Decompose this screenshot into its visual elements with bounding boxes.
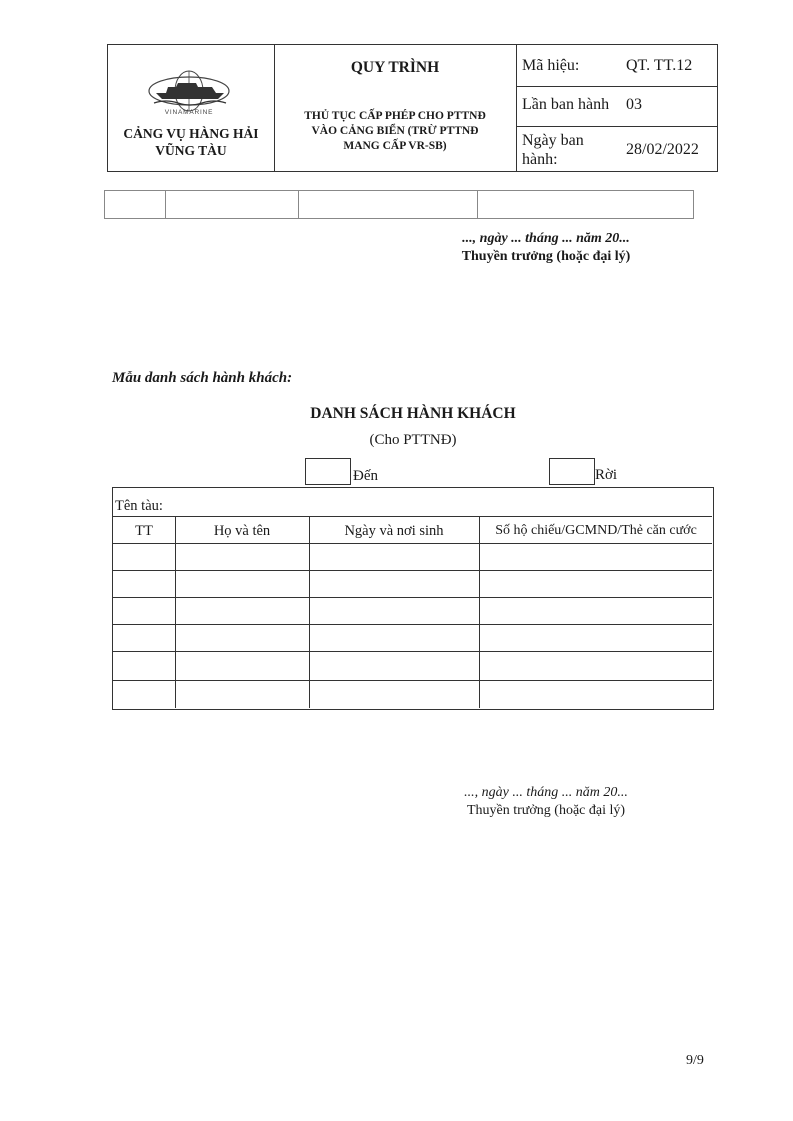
previous-table-remnant [104,190,694,219]
form-subtitle: (Cho PTTNĐ) [369,432,457,448]
depart-label: Rời [595,467,618,483]
subtitle-line1: THỦ TỤC CẤP PHÉP CHO PTTNĐ [304,110,486,122]
vinamarine-logo-icon [146,67,232,115]
header-id-number: Số hộ chiếu/GCMND/Thẻ căn cước [495,523,697,538]
signature-top-date: ..., ngày ... tháng ... năm 20... [462,231,630,246]
org-name-line2: VŨNG TÀU [155,143,227,158]
subtitle-line2: VÀO CẢNG BIỂN (TRỪ PTTNĐ [311,125,479,137]
depart-checkbox[interactable] [549,458,595,485]
code-label: Mã hiệu: [522,57,580,74]
subtitle-line3: MANG CẤP VR-SB) [343,140,447,152]
org-name-line1: CẢNG VỤ HÀNG HẢI [123,126,259,141]
signature-block-top [440,230,652,266]
header-tt: TT [135,523,153,539]
table-row [113,570,712,598]
form-intro: Mẫu danh sách hành khách: [112,370,293,386]
issue-label: Lần ban hành [522,96,610,113]
remnant-divider [298,191,299,218]
date-row [516,127,717,171]
table-row [113,597,712,625]
code-row [516,45,717,87]
signature-top-signer: Thuyền trưởng (hoặc đại lý) [461,249,631,264]
table-row [113,624,712,652]
document-header [107,44,718,172]
code-value: QT. TT.12 [626,57,693,74]
table-row [113,651,712,681]
meta-cell [516,45,717,171]
date-label-line1: Ngày ban [522,132,584,149]
signature-bottom-date: ..., ngày ... tháng ... năm 20... [464,785,628,800]
passenger-table [112,487,714,710]
org-cell [108,45,275,171]
logo-text: VINAMARINE [164,109,214,115]
arrive-label: Đến [353,468,378,484]
date-value: 28/02/2022 [626,141,699,158]
issue-row [516,86,717,127]
remnant-divider [477,191,478,218]
date-label [522,131,584,169]
table-row [113,543,712,571]
signature-block-bottom [440,784,652,820]
doc-type: QUY TRÌNH [350,59,440,76]
date-label-line2: hành: [522,151,558,168]
page-number: 9/9 [686,1053,704,1068]
header-name: Họ và tên [213,523,271,539]
ship-name-row [113,488,712,517]
title-cell [274,45,517,171]
arrive-checkbox[interactable] [305,458,351,485]
header-birth: Ngày và nơi sinh [344,523,444,539]
doc-subtitle [284,109,506,154]
ship-name-label: Tên tàu: [115,498,163,514]
issue-value: 03 [626,96,642,113]
signature-bottom-signer: Thuyền trưởng (hoặc đại lý) [466,803,626,818]
remnant-divider [165,191,166,218]
form-title: DANH SÁCH HÀNH KHÁCH [310,405,516,422]
column-divider [175,516,176,708]
column-divider [309,516,310,708]
column-divider [479,516,480,708]
